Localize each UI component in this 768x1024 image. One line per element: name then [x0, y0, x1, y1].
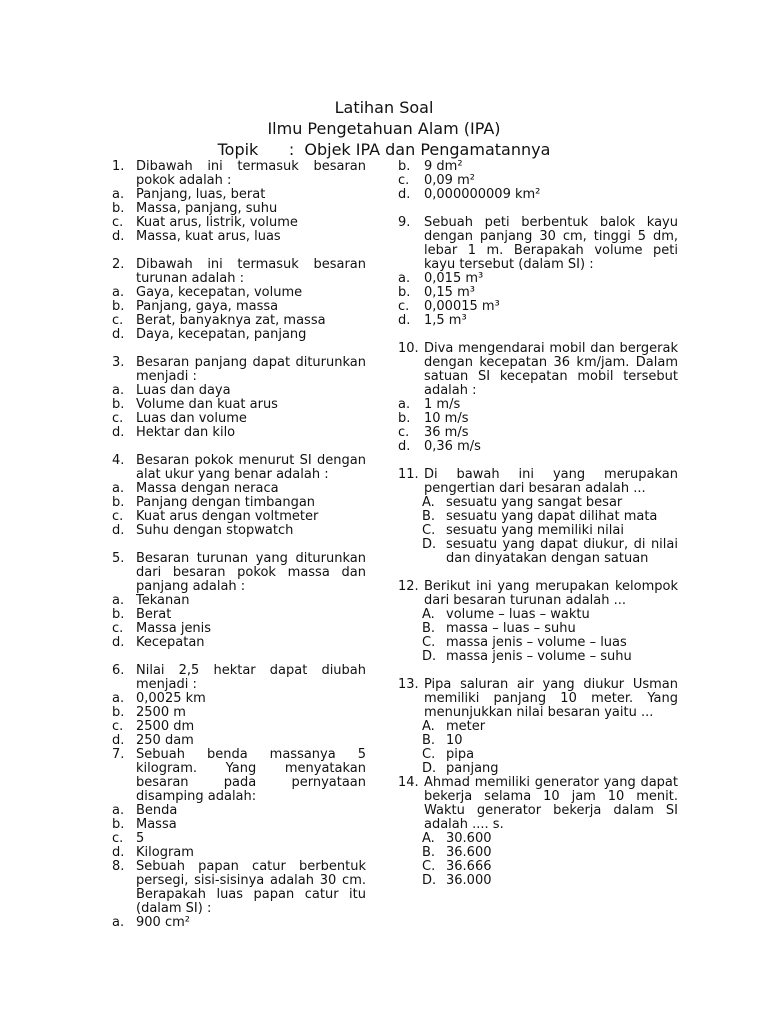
option-letter: C.	[422, 747, 436, 762]
question-12	[398, 580, 678, 608]
option-text: massa – luas – suhu	[446, 621, 576, 636]
option	[398, 622, 678, 636]
option-letter: c.	[112, 621, 124, 636]
option-letter: A.	[422, 495, 435, 510]
question-number: 7.	[112, 747, 125, 762]
option-letter: D.	[422, 537, 437, 552]
option-text: 2500 m	[136, 705, 186, 720]
question-number: 8.	[112, 859, 125, 874]
option	[398, 300, 678, 314]
title-line-2: Ilmu Pengetahuan Alam (IPA)	[267, 119, 501, 138]
option-letter: a.	[112, 187, 125, 202]
option-text: pipa	[446, 747, 475, 762]
option-text: Luas dan daya	[136, 383, 231, 398]
option-letter: d.	[398, 187, 411, 202]
option-letter: b.	[112, 495, 125, 510]
option-text: Panjang dengan timbangan	[136, 495, 316, 510]
option-letter: c.	[398, 425, 410, 440]
question-text: Diva mengendarai mobil dan bergerak dengan kecepatan 36 km/jam. Dalam satuan SI kecepatan mobil tersebut adalah :	[424, 341, 678, 398]
option-letter: d.	[112, 229, 125, 244]
option	[112, 636, 366, 650]
option-text: 250 dam	[136, 733, 194, 748]
option-text: Benda	[136, 803, 178, 818]
question-14	[398, 776, 678, 832]
option-letter: a.	[112, 285, 125, 300]
question-text: Sebuah papan catur berbentuk persegi, sisi-sisinya adalah 30 cm. Berapakah luas papan catur itu (dalam SI) :	[136, 859, 366, 916]
option	[398, 538, 678, 566]
option-text: 1 m/s	[424, 397, 461, 412]
question-text: Dibawah ini termasuk besaran pokok adalah :	[136, 159, 366, 188]
option	[112, 804, 366, 818]
option	[398, 636, 678, 650]
option-letter: c.	[112, 411, 124, 426]
option-text: Kuat arus dengan voltmeter	[136, 509, 319, 524]
option-text: 0,015 m³	[424, 271, 484, 286]
option-letter: B.	[422, 733, 436, 748]
option	[398, 748, 678, 762]
option	[398, 734, 678, 748]
option-text: Massa, panjang, suhu	[136, 201, 278, 216]
option	[398, 160, 678, 174]
option	[398, 510, 678, 524]
option-text: 10 m/s	[424, 411, 469, 426]
option-letter: b.	[398, 411, 411, 426]
option-text: 0,09 m²	[424, 173, 475, 188]
question-text: Besaran pokok menurut SI dengan alat ukur yang benar adalah :	[136, 453, 366, 482]
option	[398, 496, 678, 510]
option-letter: d.	[112, 733, 125, 748]
option-letter: a.	[398, 397, 411, 412]
option	[112, 832, 366, 846]
option-text: Massa dengan neraca	[136, 481, 279, 496]
option-letter: D.	[422, 761, 437, 776]
option-letter: A.	[422, 719, 435, 734]
option-letter: B.	[422, 845, 436, 860]
title-line-3: Topik : Objek IPA dan Pengamatannya	[217, 140, 551, 159]
question-1	[112, 160, 366, 188]
option-letter: d.	[112, 845, 125, 860]
question-13	[398, 678, 678, 720]
option	[112, 692, 366, 706]
question-text: Sebuah benda massanya 5 kilogram. Yang menyatakan besaran pada pernyataan disamping adalah:	[136, 747, 366, 804]
option	[398, 762, 678, 776]
option-letter: B.	[422, 621, 436, 636]
question-number: 4.	[112, 453, 125, 468]
option-letter: C.	[422, 523, 436, 538]
option-letter: b.	[112, 397, 125, 412]
option-text: 900 cm²	[136, 915, 190, 930]
option-text: volume – luas – waktu	[446, 607, 590, 622]
option-text: 0,36 m/s	[424, 439, 481, 454]
option	[112, 398, 366, 412]
option	[112, 720, 366, 734]
question-text: Besaran turunan yang diturunkan dari besaran pokok massa dan panjang adalah :	[136, 551, 366, 594]
option-letter: c.	[398, 173, 410, 188]
option-text: massa jenis – volume – luas	[446, 635, 627, 650]
option	[112, 594, 366, 608]
option-letter: C.	[422, 859, 436, 874]
question-number: 14.	[398, 775, 419, 790]
option-letter: b.	[112, 299, 125, 314]
option-text: Massa, kuat arus, luas	[136, 229, 281, 244]
question-text: Ahmad memiliki generator yang dapat bekerja selama 10 jam 10 menit. Waktu generator bekerja dalam SI adalah .... s.	[424, 775, 678, 832]
option-letter: D.	[422, 649, 437, 664]
option-text: Panjang, gaya, massa	[136, 299, 279, 314]
question-4	[112, 454, 366, 482]
option	[398, 272, 678, 286]
question-number: 13.	[398, 677, 419, 692]
option-letter: d.	[112, 523, 125, 538]
option	[112, 510, 366, 524]
option	[112, 496, 366, 510]
question-2	[112, 258, 366, 286]
option-letter: d.	[112, 635, 125, 650]
question-5	[112, 552, 366, 594]
option-text: 0,0025 km	[136, 691, 206, 706]
option-letter: b.	[112, 817, 125, 832]
right-column	[398, 160, 678, 888]
left-column	[112, 160, 366, 930]
worksheet-header	[0, 97, 768, 160]
option-text: panjang	[446, 761, 499, 776]
option-letter: a.	[112, 691, 125, 706]
option	[398, 524, 678, 538]
option-text: Gaya, kecepatan, volume	[136, 285, 303, 300]
question-text: Nilai 2,5 hektar dapat diubah menjadi :	[136, 663, 366, 692]
option-letter: a.	[398, 271, 411, 286]
option-letter: c.	[112, 215, 124, 230]
option	[398, 440, 678, 454]
option	[112, 846, 366, 860]
option-letter: B.	[422, 509, 436, 524]
question-text: Pipa saluran air yang diukur Usman memiliki panjang 10 meter. Yang menunjukkan nilai besaran yaitu ...	[424, 677, 678, 720]
question-number: 9.	[398, 215, 411, 230]
option-letter: a.	[112, 383, 125, 398]
option	[398, 720, 678, 734]
question-number: 10.	[398, 341, 419, 356]
question-number: 5.	[112, 551, 125, 566]
option-text: 36.600	[446, 845, 492, 860]
option-text: 5	[136, 831, 145, 846]
option-text: Berat	[136, 607, 172, 622]
option-text: 36 m/s	[424, 425, 469, 440]
option-text: Daya, kecepatan, panjang	[136, 327, 307, 342]
option	[112, 734, 366, 748]
option-text: 10	[446, 733, 463, 748]
option-text: 0,15 m³	[424, 285, 475, 300]
option-text: Massa	[136, 817, 177, 832]
question-number: 12.	[398, 579, 419, 594]
option-letter: c.	[112, 719, 124, 734]
option	[112, 188, 366, 202]
option	[398, 188, 678, 202]
option	[398, 174, 678, 188]
question-8	[112, 860, 366, 916]
option-letter: d.	[398, 313, 411, 328]
option-text: Hektar dan kilo	[136, 425, 236, 440]
option	[112, 286, 366, 300]
option-text: Massa jenis	[136, 621, 212, 636]
option	[398, 874, 678, 888]
option-text: 2500 dm	[136, 719, 195, 734]
option-text: sesuatu yang dapat diukur, di nilai dan dinyatakan dengan satuan	[446, 537, 678, 566]
option	[112, 230, 366, 244]
option	[398, 650, 678, 664]
question-text: Berikut ini yang merupakan kelompok dari besaran turunan adalah ...	[424, 579, 678, 608]
question-number: 1.	[112, 159, 125, 174]
option-letter: b.	[112, 201, 125, 216]
option-letter: a.	[112, 481, 125, 496]
option-letter: a.	[112, 803, 125, 818]
option	[112, 608, 366, 622]
option-text: 30.600	[446, 831, 492, 846]
option	[112, 300, 366, 314]
option-text: sesuatu yang memiliki nilai	[446, 523, 624, 538]
option	[112, 818, 366, 832]
option-text: Tekanan	[136, 593, 190, 608]
option-letter: b.	[112, 705, 125, 720]
option-letter: D.	[422, 873, 437, 888]
question-number: 6.	[112, 663, 125, 678]
question-text: Sebuah peti berbentuk balok kayu dengan panjang 30 cm, tinggi 5 dm, lebar 1 m. Berapakah volume peti kayu tersebut (dalam SI) :	[424, 215, 678, 272]
option-text: meter	[446, 719, 486, 734]
option-letter: c.	[112, 313, 124, 328]
option-text: Berat, banyaknya zat, massa	[136, 313, 326, 328]
option-letter: a.	[112, 915, 125, 930]
question-number: 2.	[112, 257, 125, 272]
question-text: Besaran panjang dapat diturunkan menjadi :	[136, 355, 366, 384]
option-text: Kuat arus, listrik, volume	[136, 215, 298, 230]
option	[112, 482, 366, 496]
option-text: 1,5 m³	[424, 313, 467, 328]
option	[112, 314, 366, 328]
option	[112, 202, 366, 216]
question-6	[112, 664, 366, 692]
option	[112, 328, 366, 342]
option-letter: A.	[422, 607, 435, 622]
option-letter: A.	[422, 831, 435, 846]
option-letter: C.	[422, 635, 436, 650]
option-text: 0,00015 m³	[424, 299, 500, 314]
option-text: Suhu dengan stopwatch	[136, 523, 294, 538]
question-3	[112, 356, 366, 384]
question-number: 11.	[398, 467, 419, 482]
option	[112, 524, 366, 538]
question-text: Dibawah ini termasuk besaran turunan adalah :	[136, 257, 366, 286]
option	[398, 426, 678, 440]
option	[112, 706, 366, 720]
option	[398, 314, 678, 328]
option	[112, 916, 366, 930]
option-text: Volume dan kuat arus	[136, 397, 278, 412]
option	[398, 846, 678, 860]
option	[398, 608, 678, 622]
title-line-1: Latihan Soal	[334, 98, 434, 117]
option-text: sesuatu yang sangat besar	[446, 495, 623, 510]
option	[398, 412, 678, 426]
question-text: Di bawah ini yang merupakan pengertian dari besaran adalah ...	[424, 467, 678, 496]
option-letter: d.	[112, 327, 125, 342]
question-11	[398, 468, 678, 496]
option	[398, 832, 678, 846]
option	[112, 384, 366, 398]
option	[112, 622, 366, 636]
option-text: 36.666	[446, 859, 492, 874]
question-10	[398, 342, 678, 398]
option	[398, 286, 678, 300]
option	[112, 426, 366, 440]
option-text: Panjang, luas, berat	[136, 187, 266, 202]
option-letter: c.	[112, 831, 124, 846]
option	[112, 216, 366, 230]
option-text: 36.000	[446, 873, 492, 888]
option-letter: c.	[398, 299, 410, 314]
option-letter: b.	[398, 285, 411, 300]
option-text: Kecepatan	[136, 635, 205, 650]
option-letter: a.	[112, 593, 125, 608]
option-text: massa jenis – volume – suhu	[446, 649, 632, 664]
option	[112, 412, 366, 426]
option-text: Kilogram	[136, 845, 194, 860]
option-letter: c.	[112, 509, 124, 524]
question-7	[112, 748, 366, 804]
question-number: 3.	[112, 355, 125, 370]
option-letter: b.	[112, 607, 125, 622]
option-text: 0,000000009 km²	[424, 187, 541, 202]
option-letter: b.	[398, 159, 411, 174]
option	[398, 860, 678, 874]
option-letter: d.	[112, 425, 125, 440]
option	[398, 398, 678, 412]
option-text: Luas dan volume	[136, 411, 247, 426]
option-text: 9 dm²	[424, 159, 463, 174]
question-9	[398, 216, 678, 272]
option-text: sesuatu yang dapat dilihat mata	[446, 509, 658, 524]
option-letter: d.	[398, 439, 411, 454]
